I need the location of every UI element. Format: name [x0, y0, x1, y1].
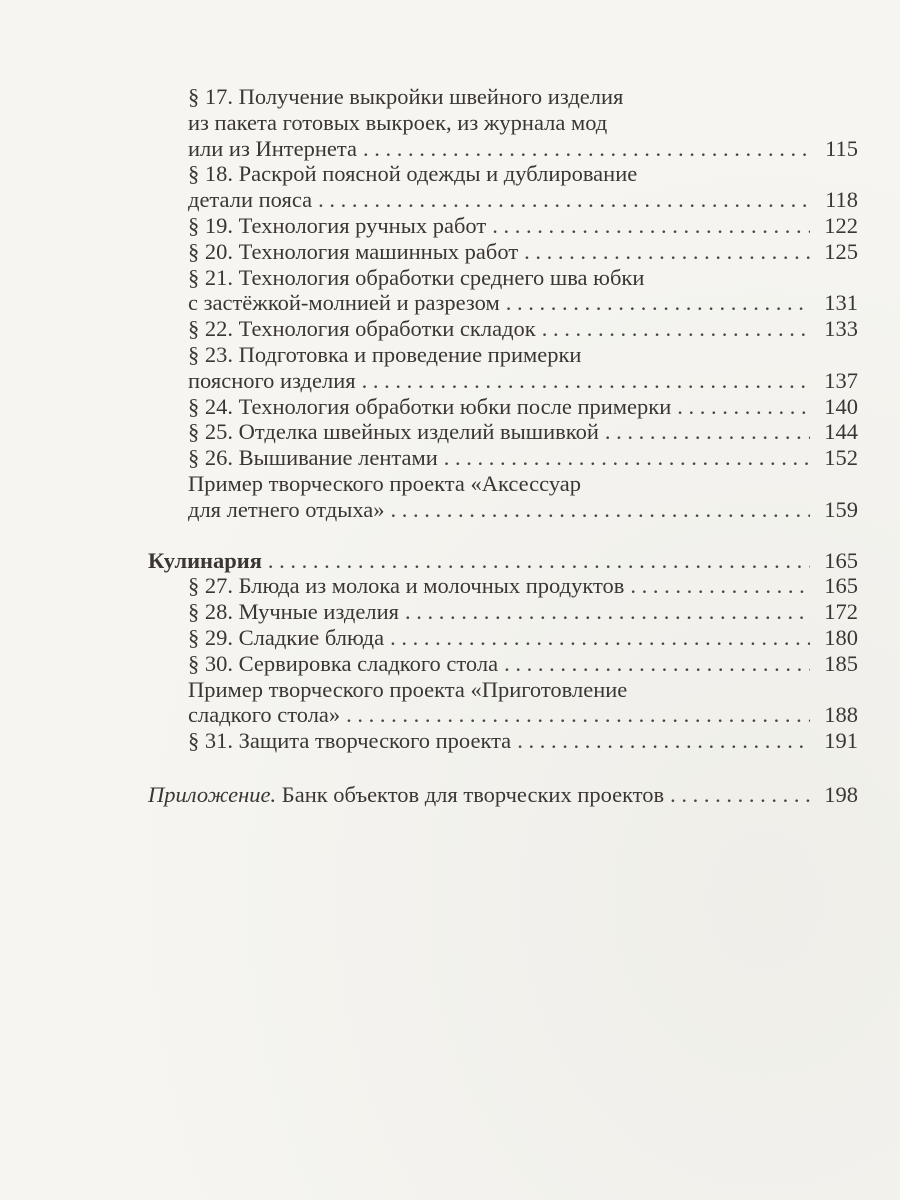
page-number: 144 — [824, 419, 858, 445]
leader-dots — [670, 782, 810, 808]
toc-entry-line — [148, 316, 858, 342]
page-number: 131 — [824, 290, 858, 316]
toc-entry-line — [148, 419, 858, 445]
toc-entry — [148, 316, 858, 342]
leader-dots — [268, 548, 810, 574]
page-number: 172 — [824, 599, 858, 625]
entry-text: § 22. Технология обработки складок — [188, 316, 536, 342]
entry-text: § 26. Вышивание лентами — [188, 445, 438, 471]
section-title: Кулинария — [148, 547, 262, 573]
toc-entry — [148, 213, 858, 239]
toc-entry — [148, 419, 858, 445]
entry-text: § 23. Подготовка и проведение примерки — [188, 341, 582, 367]
toc-entry — [148, 161, 858, 213]
page-number: 133 — [824, 316, 858, 342]
page-number: 165 — [824, 547, 858, 573]
toc-entry-line — [148, 239, 858, 265]
page-number: 118 — [825, 187, 858, 213]
leader-dots — [492, 213, 810, 239]
leader-dots — [542, 316, 810, 342]
toc-entry — [148, 394, 858, 420]
page-number: 165 — [824, 573, 858, 599]
toc-entry — [148, 471, 858, 523]
toc-entry — [148, 651, 858, 677]
entry-text: § 20. Технология машинных работ — [188, 238, 519, 264]
toc-entry-line — [148, 110, 858, 136]
leader-dots — [605, 419, 810, 445]
toc-entry — [148, 625, 858, 651]
entry-text: § 17. Получение выкройки швейного изделия — [188, 84, 624, 109]
entry-text: или из Интернета — [188, 135, 357, 161]
leader-dots — [362, 368, 810, 394]
leader-dots — [517, 728, 810, 754]
entry-text: § 30. Сервировка сладкого стола — [188, 650, 499, 676]
entry-text: § 31. Защита творческого проекта — [188, 728, 512, 754]
entry-text: из пакета готовых выкроек, из журнала мод — [188, 109, 608, 135]
toc-entry-line — [148, 368, 858, 394]
entry-text: § 29. Сладкие блюда — [188, 624, 385, 650]
page-number: 140 — [824, 393, 858, 419]
toc-entry-line — [148, 290, 858, 316]
toc-entry-line — [148, 702, 858, 728]
toc-entry — [148, 728, 858, 754]
entry-text: Пример творческого проекта «Приготовление — [188, 676, 628, 702]
entry-text: § 21. Технология обработки среднего шва юбки — [188, 264, 645, 290]
toc-entry — [148, 239, 858, 265]
toc-entry — [148, 573, 858, 599]
leader-dots — [318, 187, 810, 213]
page-number: 188 — [824, 702, 858, 728]
spacer — [148, 754, 858, 782]
toc-entry-line — [148, 573, 858, 599]
toc-entry-line — [148, 265, 858, 291]
toc-entry — [148, 599, 858, 625]
page-number: 115 — [825, 135, 858, 161]
toc-appendix — [148, 782, 858, 808]
page-number: 180 — [824, 624, 858, 650]
toc-sewing-list — [148, 84, 858, 523]
page-number: 198 — [824, 781, 858, 807]
page-number: 137 — [824, 367, 858, 393]
appendix-title: Банк объектов для творческих проектов — [281, 781, 665, 807]
toc-section-cooking — [148, 548, 858, 574]
entry-text: поясного изделия — [188, 367, 356, 393]
appendix-label: Приложение. — [148, 781, 277, 807]
leader-dots — [405, 599, 810, 625]
toc-entry-line — [148, 728, 858, 754]
leader-dots — [504, 651, 810, 677]
page-number: 191 — [824, 728, 858, 754]
toc-entry-line — [148, 599, 858, 625]
toc-entry-line — [148, 445, 858, 471]
entry-text: сладкого стола» — [188, 702, 341, 728]
toc-entry-line — [148, 625, 858, 651]
page-number: 185 — [824, 650, 858, 676]
toc-entry-line — [148, 651, 858, 677]
entry-text: § 24. Технология обработки юбки после примерки — [188, 393, 672, 419]
toc-entry-line — [148, 187, 858, 213]
toc-entry-line — [148, 471, 858, 497]
toc-entry — [148, 445, 858, 471]
toc-entry — [148, 84, 858, 161]
entry-text: § 19. Технология ручных работ — [188, 212, 487, 238]
leader-dots — [346, 702, 810, 728]
spacer — [148, 523, 858, 548]
toc-cooking-list — [148, 573, 858, 754]
toc-entry-line — [148, 136, 858, 162]
leader-dots — [677, 394, 810, 420]
toc-entry-line — [148, 394, 858, 420]
toc-entry-line — [148, 84, 858, 110]
toc-entry — [148, 677, 858, 729]
entry-text: Пример творческого проекта «Аксессуар — [188, 470, 582, 496]
entry-text: § 27. Блюда из молока и молочных продуктов — [188, 573, 625, 599]
leader-dots — [506, 290, 810, 316]
leader-dots — [524, 239, 810, 265]
leader-dots — [363, 136, 810, 162]
entry-text: для летнего отдыха» — [188, 496, 385, 522]
leader-dots — [391, 497, 810, 523]
leader-dots — [630, 573, 810, 599]
page-number: 159 — [824, 496, 858, 522]
toc-entry-line — [148, 342, 858, 368]
leader-dots — [390, 625, 810, 651]
entry-text: § 18. Раскрой поясной одежды и дублирование — [188, 161, 638, 187]
toc-entry-line — [148, 677, 858, 703]
entry-text: § 25. Отделка швейных изделий вышивкой — [188, 419, 599, 445]
page-number: 152 — [824, 445, 858, 471]
entry-text: детали пояса — [188, 187, 313, 213]
page-number: 122 — [824, 212, 858, 238]
entry-text: с застёжкой-молнией и разрезом — [188, 290, 500, 316]
toc-entry — [148, 265, 858, 317]
toc-entry-line — [148, 213, 858, 239]
table-of-contents — [148, 84, 858, 808]
entry-text: § 28. Мучные изделия — [188, 599, 399, 625]
toc-entry-line — [148, 161, 858, 187]
toc-entry-line — [148, 497, 858, 523]
toc-entry — [148, 342, 858, 394]
page-number: 125 — [824, 238, 858, 264]
leader-dots — [444, 445, 810, 471]
